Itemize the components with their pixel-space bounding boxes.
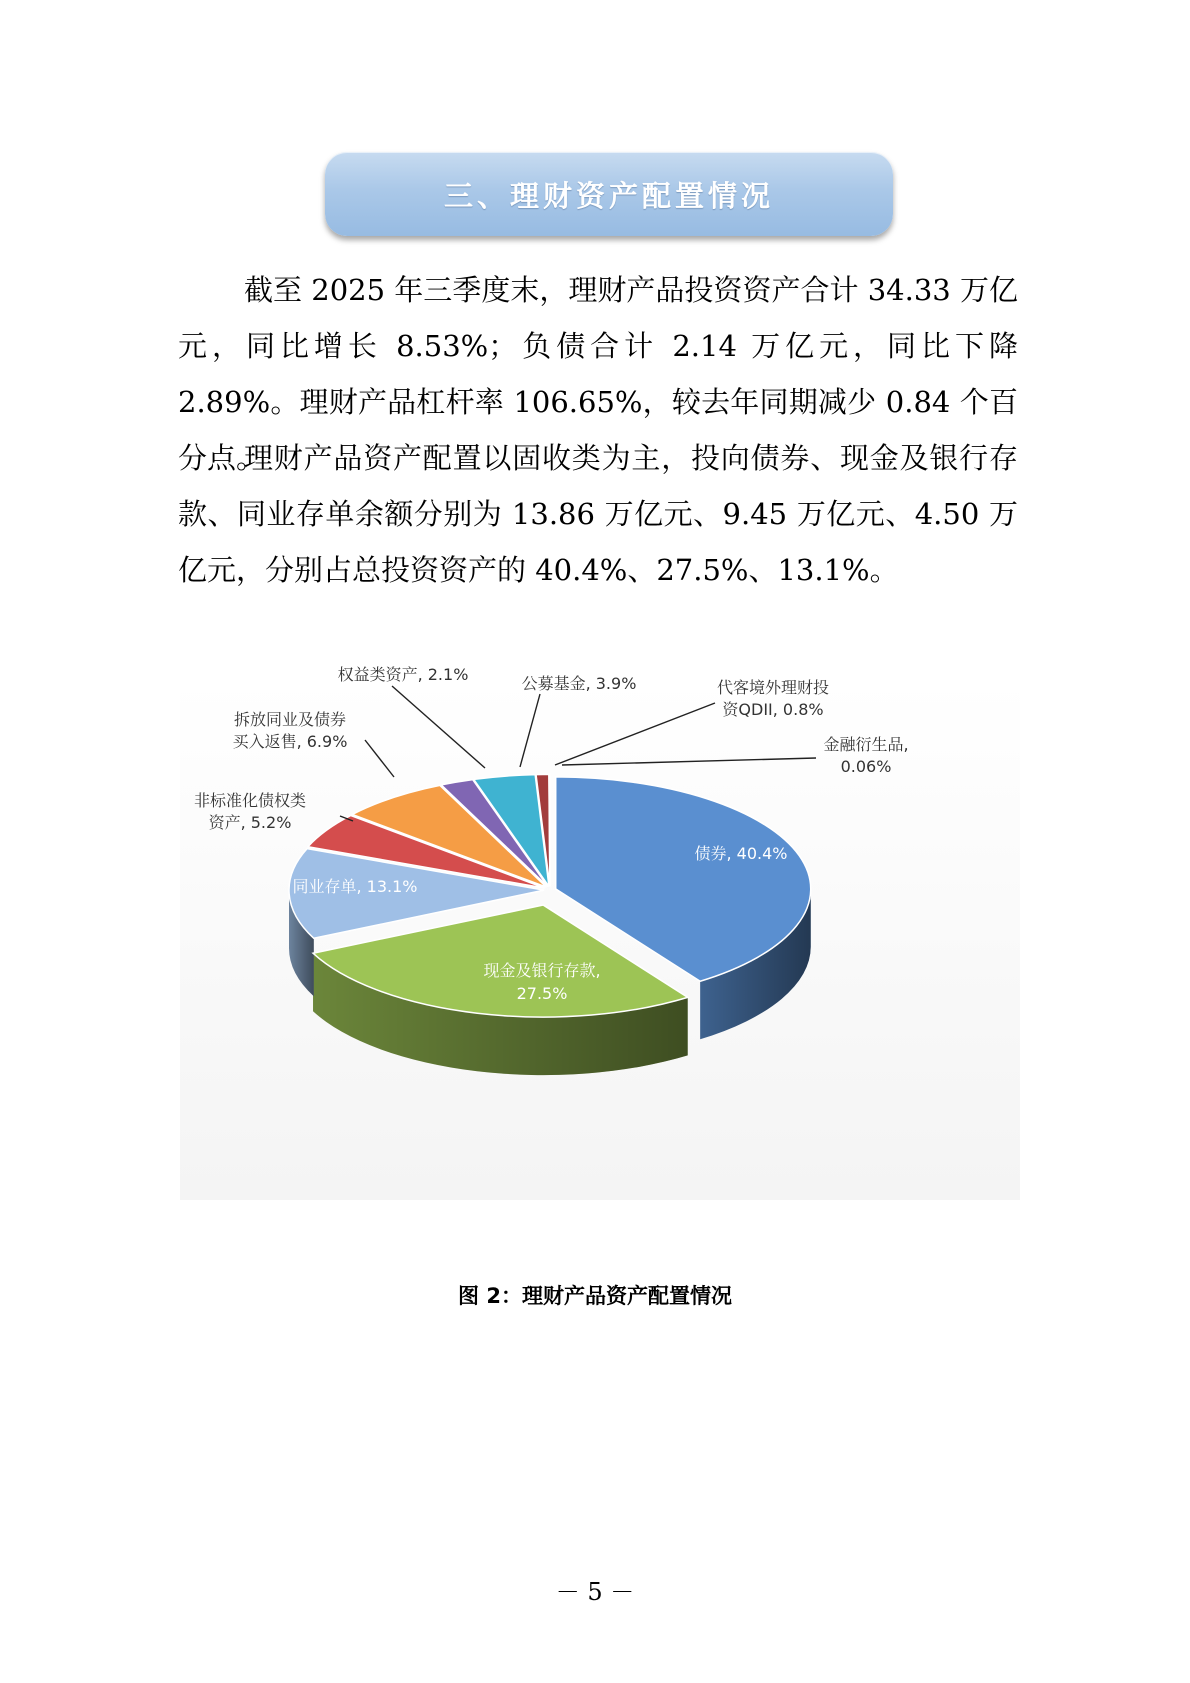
- figure-caption: 图 2：理财产品资产配置情况: [458, 1284, 732, 1308]
- paragraph-allocation: [178, 430, 1018, 598]
- paragraph-text: 理财产品资产配置以固收类为主，投向债券、现金及银行存款、同业存单余额分别为 13.86 万亿元、9.45 万亿元、4.50 万亿元，分别占总投资资产的 40.4%、27.5%、13.1%。: [178, 441, 1018, 587]
- pie-slice-label: 债券, 40.4%: [694, 844, 788, 863]
- pie-slice-label: 非标准化债权类资产, 5.2%: [193, 791, 307, 832]
- pie-slice-label: 现金及银行存款, 27.5%: [483, 961, 601, 1003]
- pie-slice-label: 金融衍生品, 0.06%: [823, 735, 909, 776]
- page-number: － 5 －: [555, 1578, 635, 1606]
- pie-slice-label: 拆放同业及债券买入返售, 6.9%: [232, 710, 348, 751]
- section-title-banner: [325, 152, 893, 236]
- pie-slice-label: 公募基金, 3.9%: [521, 674, 637, 693]
- pie-slice-label: 同业存单, 13.1%: [292, 877, 418, 896]
- paragraph-text: 截至 2025 年三季度末，理财产品投资资产合计 34.33 万亿元，同比增长 8.53%；负债合计 2.14 万亿元，同比下降 2.89%。理财产品杠杆率 106.65%，较去年同期减少 0.84 个百分点。: [178, 273, 1018, 475]
- asset-allocation-pie-chart: [180, 665, 1020, 1200]
- section-title: 三、理财资产配置情况: [443, 178, 774, 213]
- pie-slice: [549, 774, 550, 886]
- pie-slice-label: 权益类资产, 2.1%: [337, 665, 469, 684]
- pie-slice-label: 代客境外理财投资QDII, 0.8%: [716, 678, 830, 719]
